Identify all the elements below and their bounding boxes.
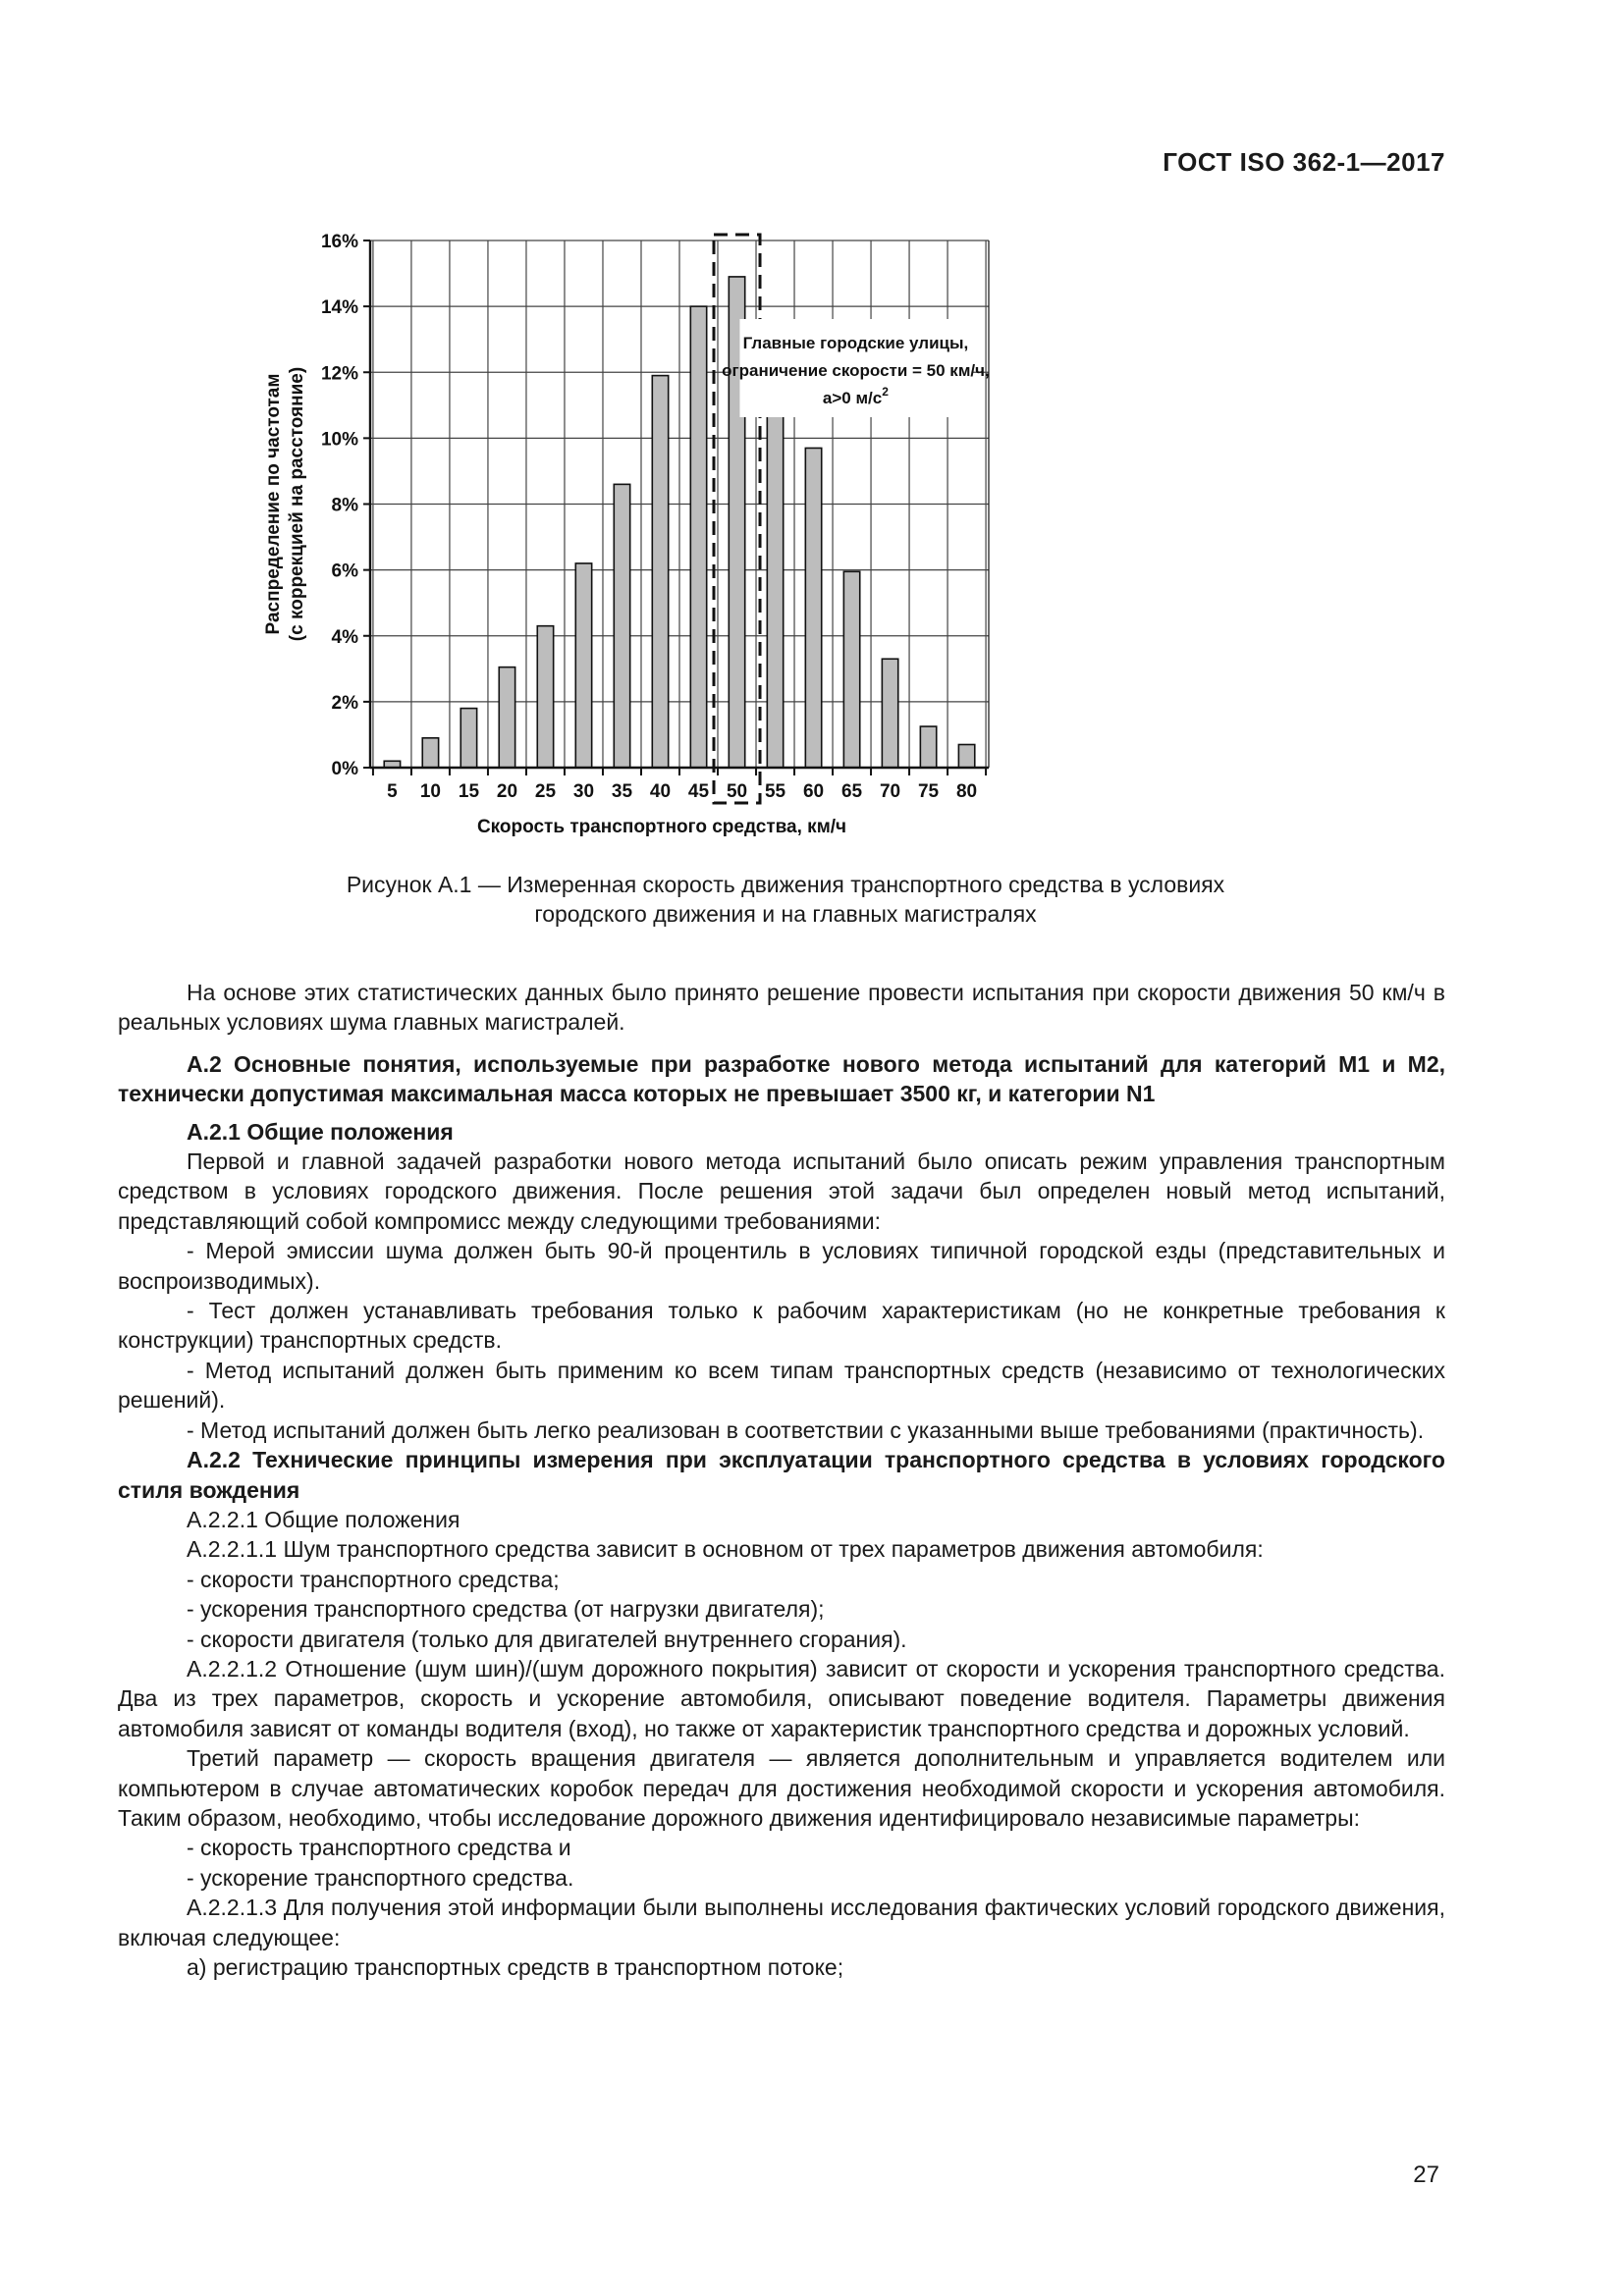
caption-line-2: городского движения и на главных магистралях bbox=[534, 901, 1037, 927]
x-tick-label: 25 bbox=[534, 781, 557, 802]
x-tick-label: 15 bbox=[458, 781, 480, 802]
y-tick-label: 10% bbox=[320, 429, 358, 451]
bar-65 bbox=[843, 571, 859, 768]
bullet-item: - Метод испытаний должен быть применим ко всем типам транспортных средств (независимо от технологических решений). bbox=[118, 1357, 1445, 1414]
x-tick-label: 10 bbox=[419, 781, 442, 802]
paragraph: Третий параметр — скорость вращения двигателя — является дополнительным и управляется водителем или компьютером в случае автоматических коробок передач для достижения необходимой скорости и ускорения автомобиля. Таким образом, необходимо, чтобы исследование дорожного движения идентифицировало независимые параметры: bbox=[118, 1745, 1445, 1831]
bullet-item: - Метод испытаний должен быть легко реализован в соответствии с указанными выше требованиями (практичность). bbox=[187, 1416, 1425, 1443]
list-item: - ускорения транспортного средства (от нагрузки двигателя); bbox=[187, 1596, 825, 1623]
bullet-item: - Тест должен устанавливать требования только к рабочим характеристикам (но не конкретные требования к конструкции) транспортных средств. bbox=[118, 1298, 1445, 1354]
paragraph: А.2.2.1.2 Отношение (шум шин)/(шум дорожного покрытия) зависит от скорости и ускорения транспортного средства. Два из трех параметров, скорость и ускорение автомобиля, описывают поведение водителя. Параметры движения автомобиля зависят от команды водителя (вход), но также от характеристик транспортного средства и дорожных условий. bbox=[118, 1655, 1445, 1741]
bar-75 bbox=[920, 726, 936, 768]
bar-10 bbox=[422, 738, 438, 768]
bullet-item: - Мерой эмиссии шума должен быть 90-й процентиль в условиях типичной городской езды (представительных и воспроизводимых). bbox=[118, 1238, 1445, 1294]
bar-45 bbox=[690, 306, 706, 768]
chart-y-ticks bbox=[321, 232, 358, 779]
y-tick-label: 2% bbox=[331, 692, 358, 714]
body-text bbox=[118, 978, 1445, 1982]
y-tick-label: 8% bbox=[331, 495, 358, 516]
annotation-line-1: Главные городские улицы, bbox=[742, 334, 969, 352]
x-tick-label: 80 bbox=[955, 781, 978, 802]
chart-x-ticks bbox=[387, 781, 977, 802]
x-tick-label: 70 bbox=[879, 781, 901, 802]
y-axis-label-line-1: Распределение по частотам bbox=[263, 373, 284, 635]
subsection-heading-a221: А.2.2.1 Общие положения bbox=[187, 1506, 460, 1532]
paragraph: Первой и главной задачей разработки нового метода испытаний было описать режим управления транспортным средством в условиях городского движения. После решения этой задачи был определен новый метод испытаний, представляющий собой компромисс между следующими требованиями: bbox=[118, 1148, 1445, 1234]
document-header: ГОСТ ISO 362-1—2017 bbox=[1163, 147, 1445, 177]
x-tick-label: 35 bbox=[611, 781, 633, 802]
list-item: а) регистрацию транспортных средств в транспортном потоке; bbox=[187, 1954, 844, 1980]
x-axis-label: Скорость транспортного средства, км/ч bbox=[476, 817, 847, 837]
y-axis-label-line-2: (с коррекцией на расстояние) bbox=[287, 366, 307, 642]
paragraph: А.2.2.1.1 Шум транспортного средства зависит в основном от трех параметров движения автомобиля: bbox=[187, 1536, 1264, 1563]
section-heading-a21: А.2.1 Общие положения bbox=[187, 1118, 454, 1145]
paragraph: На основе этих статистических данных было принято решение провести испытания при скорости движения 50 км/ч в реальных условиях шума главных магистралей. bbox=[118, 980, 1445, 1036]
annotation-superscript: 2 bbox=[882, 385, 889, 399]
x-tick-label: 60 bbox=[802, 781, 825, 802]
y-tick-label: 4% bbox=[331, 626, 358, 648]
x-tick-label: 65 bbox=[840, 781, 863, 802]
bar-40 bbox=[652, 376, 668, 768]
annotation-line-2: ограничение скорости = 50 км/ч, bbox=[722, 361, 990, 380]
list-item: - ускорение транспортного средства. bbox=[187, 1864, 574, 1891]
list-item: - скорости транспортного средства; bbox=[187, 1566, 560, 1592]
bar-60 bbox=[805, 448, 821, 768]
bar-35 bbox=[614, 484, 629, 768]
x-tick-label: 5 bbox=[387, 781, 398, 802]
bar-15 bbox=[460, 709, 476, 768]
page-number: 27 bbox=[1413, 2162, 1439, 2188]
x-tick-label: 30 bbox=[572, 781, 595, 802]
annotation-line-3 bbox=[823, 385, 889, 407]
y-tick-label: 14% bbox=[320, 297, 358, 319]
bar-80 bbox=[958, 745, 974, 768]
figure-caption bbox=[118, 870, 1453, 929]
x-tick-label: 55 bbox=[764, 781, 786, 802]
y-tick-label: 16% bbox=[320, 232, 358, 252]
x-tick-label: 75 bbox=[917, 781, 940, 802]
bar-25 bbox=[537, 626, 553, 768]
section-heading-a2: А.2 Основные понятия, используемые при разработке нового метода испытаний для категорий М1 и М2, технически допустимая максимальная масса которых не превышает 3500 кг, и категории N1 bbox=[118, 1050, 1445, 1107]
bar-30 bbox=[575, 563, 591, 768]
bar-20 bbox=[499, 667, 514, 768]
speed-distribution-chart bbox=[236, 216, 1335, 864]
paragraph: А.2.2.1.3 Для получения этой информации были выполнены исследования фактических условий городского движения, включая следующее: bbox=[118, 1895, 1445, 1950]
y-tick-label: 0% bbox=[331, 759, 358, 779]
x-tick-label: 20 bbox=[496, 781, 518, 802]
annotation-line-3-text: a>0 м/с bbox=[822, 389, 883, 407]
y-tick-label: 6% bbox=[331, 561, 358, 582]
list-item: - скорости двигателя (только для двигателей внутреннего сгорания). bbox=[187, 1626, 907, 1652]
list-item: - скорость транспортного средства и bbox=[187, 1835, 571, 1861]
x-tick-label: 45 bbox=[687, 781, 710, 802]
x-tick-label: 50 bbox=[726, 781, 748, 802]
caption-line-1: Рисунок А.1 — Измеренная скорость движения транспортного средства в условиях bbox=[346, 872, 1225, 897]
section-heading-a22: А.2.2 Технические принципы измерения при эксплуатации транспортного средства в условиях городского стиля вождения bbox=[118, 1447, 1445, 1503]
x-tick-label: 40 bbox=[649, 781, 672, 802]
y-tick-label: 12% bbox=[320, 363, 358, 385]
bar-70 bbox=[882, 659, 897, 768]
